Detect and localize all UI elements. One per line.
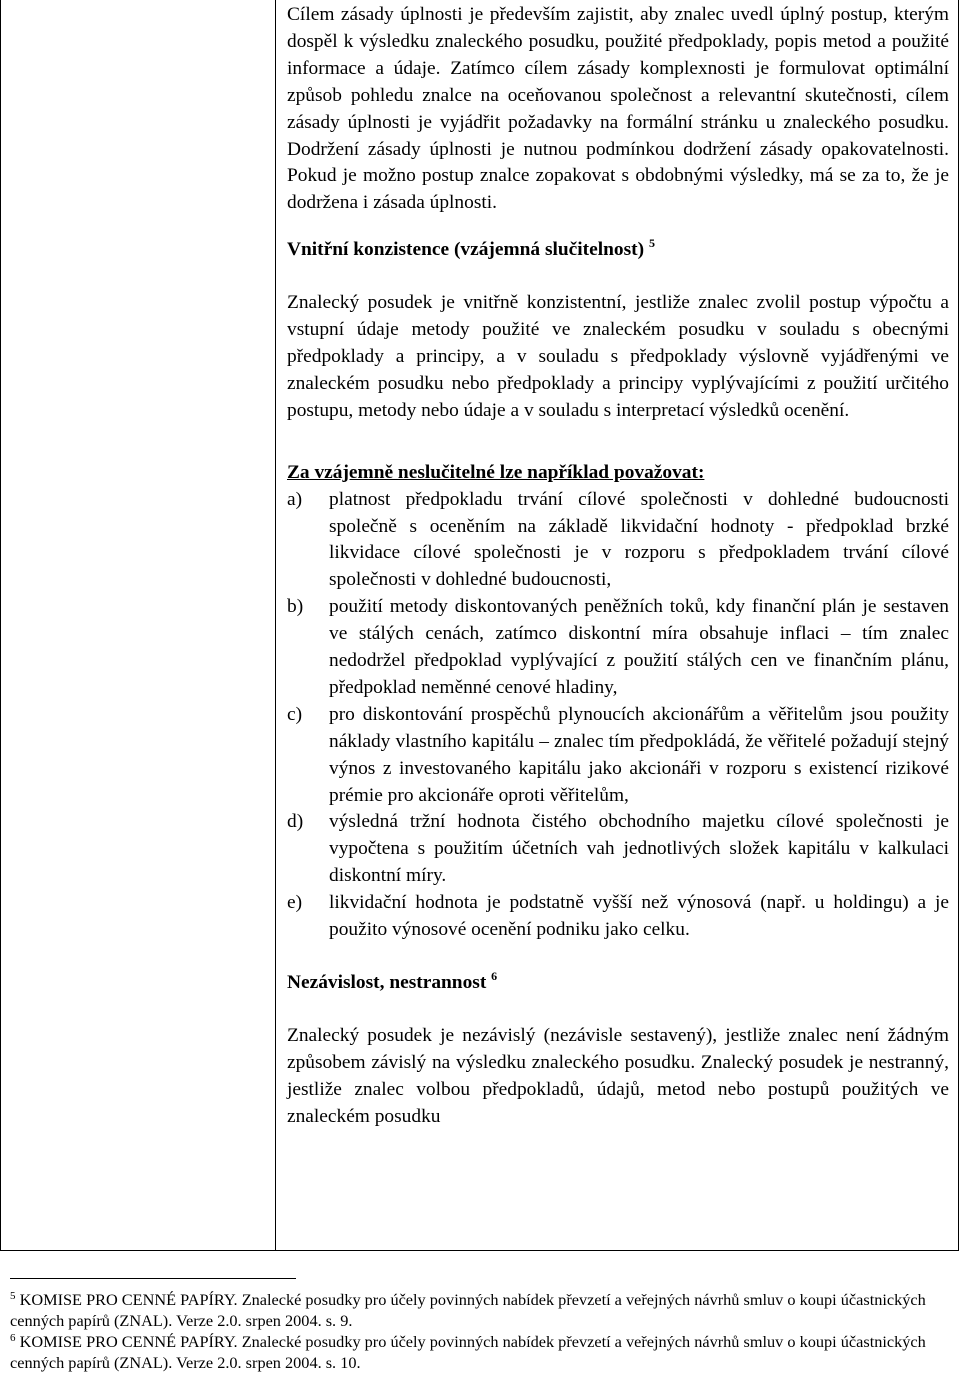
incompatibility-list (287, 487, 949, 944)
footnote-ref-5: 5 (648, 236, 655, 251)
list-item (287, 809, 949, 890)
footnote-text: KOMISE PRO CENNÉ PAPÍRY. Znalecké posudky pro účely povinných nabídek převzetí a veřejných návrhů smluv o koupi účastnických cenných papírů (ZNAL). Verze 2.0. srpen 2004. s. 10. (10, 1332, 926, 1372)
footnote-6 (10, 1331, 950, 1373)
list-item-text: pro diskontování prospěchů plynoucích akcionářům a věřitelům jsou použity náklady vlastního kapitálu – znalec tím předpokládá, že věřitelé požadují stejný výnos z investovaného kapitálu jako akcionáři v rozporu s existencí rizikové prémie pro akcionáře oproti věřitelům, (329, 703, 949, 806)
section-heading-text: Vnitřní konzistence (vzájemná slučitelnost) (287, 239, 645, 261)
left-margin-column (0, 0, 276, 1251)
list-item-text: likvidační hodnota je podstatně vyšší než výnosová (např. u holdingu) a je použito výnosové ocenění podniku jako celku. (329, 892, 949, 941)
list-item-label: a) (287, 488, 303, 510)
footnote-number: 6 (10, 1332, 16, 1344)
list-heading-text: Za vzájemně neslučitelné lze například považovat: (287, 461, 705, 483)
list-item (287, 890, 949, 944)
list-item-text: výsledná tržní hodnota čistého obchodního majetku cílové společnosti je vypočtena s použitím účetních vah jednotlivých složek kapitálu v kalkulaci diskontní míry. (329, 811, 949, 887)
footnote-text: KOMISE PRO CENNÉ PAPÍRY. Znalecké posudky pro účely povinných nabídek převzetí a veřejných návrhů smluv o koupi účastnických cenných papírů (ZNAL). Verze 2.0. srpen 2004. s. 9. (10, 1290, 926, 1330)
list-item-label: d) (287, 811, 304, 833)
consistency-paragraph: Znalecký posudek je vnitřně konzistentní, jestliže znalec zvolil postup výpočtu a vstupní údaje metody použité ve znaleckém posudku v souladu s obecnými předpoklady a principy, a v souladu s předpoklady výslovně vyjádřenými ve znaleckém posudku nebo předpoklady a principy vyplývajícími z použití určitého postupu, metody nebo údaje a v souladu s interpretací výsledků ocenění. (287, 292, 949, 421)
main-content (287, 2, 949, 1131)
section-heading-text: Nezávislost, nestrannost (287, 972, 487, 993)
list-item-text: platnost předpokladu trvání cílové společnosti v dohledné budoucnosti společně s oceněním na základě likvidační hodnoty - předpoklad brzké likvidace cílové společnosti je v rozporu s předpokladem trvání cílové společnosti v dohledné budoucnosti, (329, 488, 949, 591)
section-heading-independence (287, 970, 949, 997)
footnote-5 (10, 1289, 950, 1331)
footnotes (10, 1278, 950, 1373)
intro-paragraph: Cílem zásady úplnosti je především zajistit, aby znalec uvedl úplný postup, kterým dospěl k výsledku znaleckého posudku, použité předpoklady, popis metod a použité informace a údaje. Zatímco cílem zásady komplexnosti je formulovat optimální způsob pohledu znalce na oceňovanou společnost a relevantní skutečnosti, cílem zásady úplnosti je vyjádřit požadavky na formální stránku u znaleckého posudku. Dodržení zásady úplnosti je nutnou podmínkou dodržení zásady opakovatelnosti. Pokud je možno postup znalce zopakovat s obdobnými výsledky, má se za to, že je dodržena i zásada úplnosti. (287, 4, 949, 214)
list-item-text: použití metody diskontovaných peněžních toků, kdy finanční plán je sestaven ve stálých cenách, zatímco diskontní míra obsahuje inflaci – tím znalec nedodržel předpoklad vyplývající z použití stálých cen ve finančním plánu, předpoklad neměnné cenové hladiny, (329, 596, 949, 698)
spacer (287, 997, 949, 1023)
list-item-label: c) (287, 703, 303, 725)
footnote-ref-6: 6 (491, 969, 498, 983)
spacer (287, 944, 949, 970)
list-item-label: b) (287, 596, 304, 618)
list-heading (287, 460, 949, 487)
spacer (287, 217, 949, 237)
footnote-number: 5 (10, 1290, 16, 1302)
section-heading-consistency (287, 237, 949, 264)
spacer (287, 264, 949, 290)
spacer (287, 425, 949, 460)
list-item (287, 487, 949, 595)
independence-paragraph: Znalecký posudek je nezávislý (nezávisle sestavený), jestliže znalec není žádným způsobem závislý na výsledku znaleckého posudku. Znalecký posudek je nestranný, jestliže znalec volbou předpokladů, údajů, metod nebo postupů použitých ve znaleckém posudku (287, 1024, 949, 1127)
list-item (287, 702, 949, 810)
list-item (287, 594, 949, 702)
footnote-separator (10, 1278, 296, 1279)
list-item-label: e) (287, 892, 303, 914)
